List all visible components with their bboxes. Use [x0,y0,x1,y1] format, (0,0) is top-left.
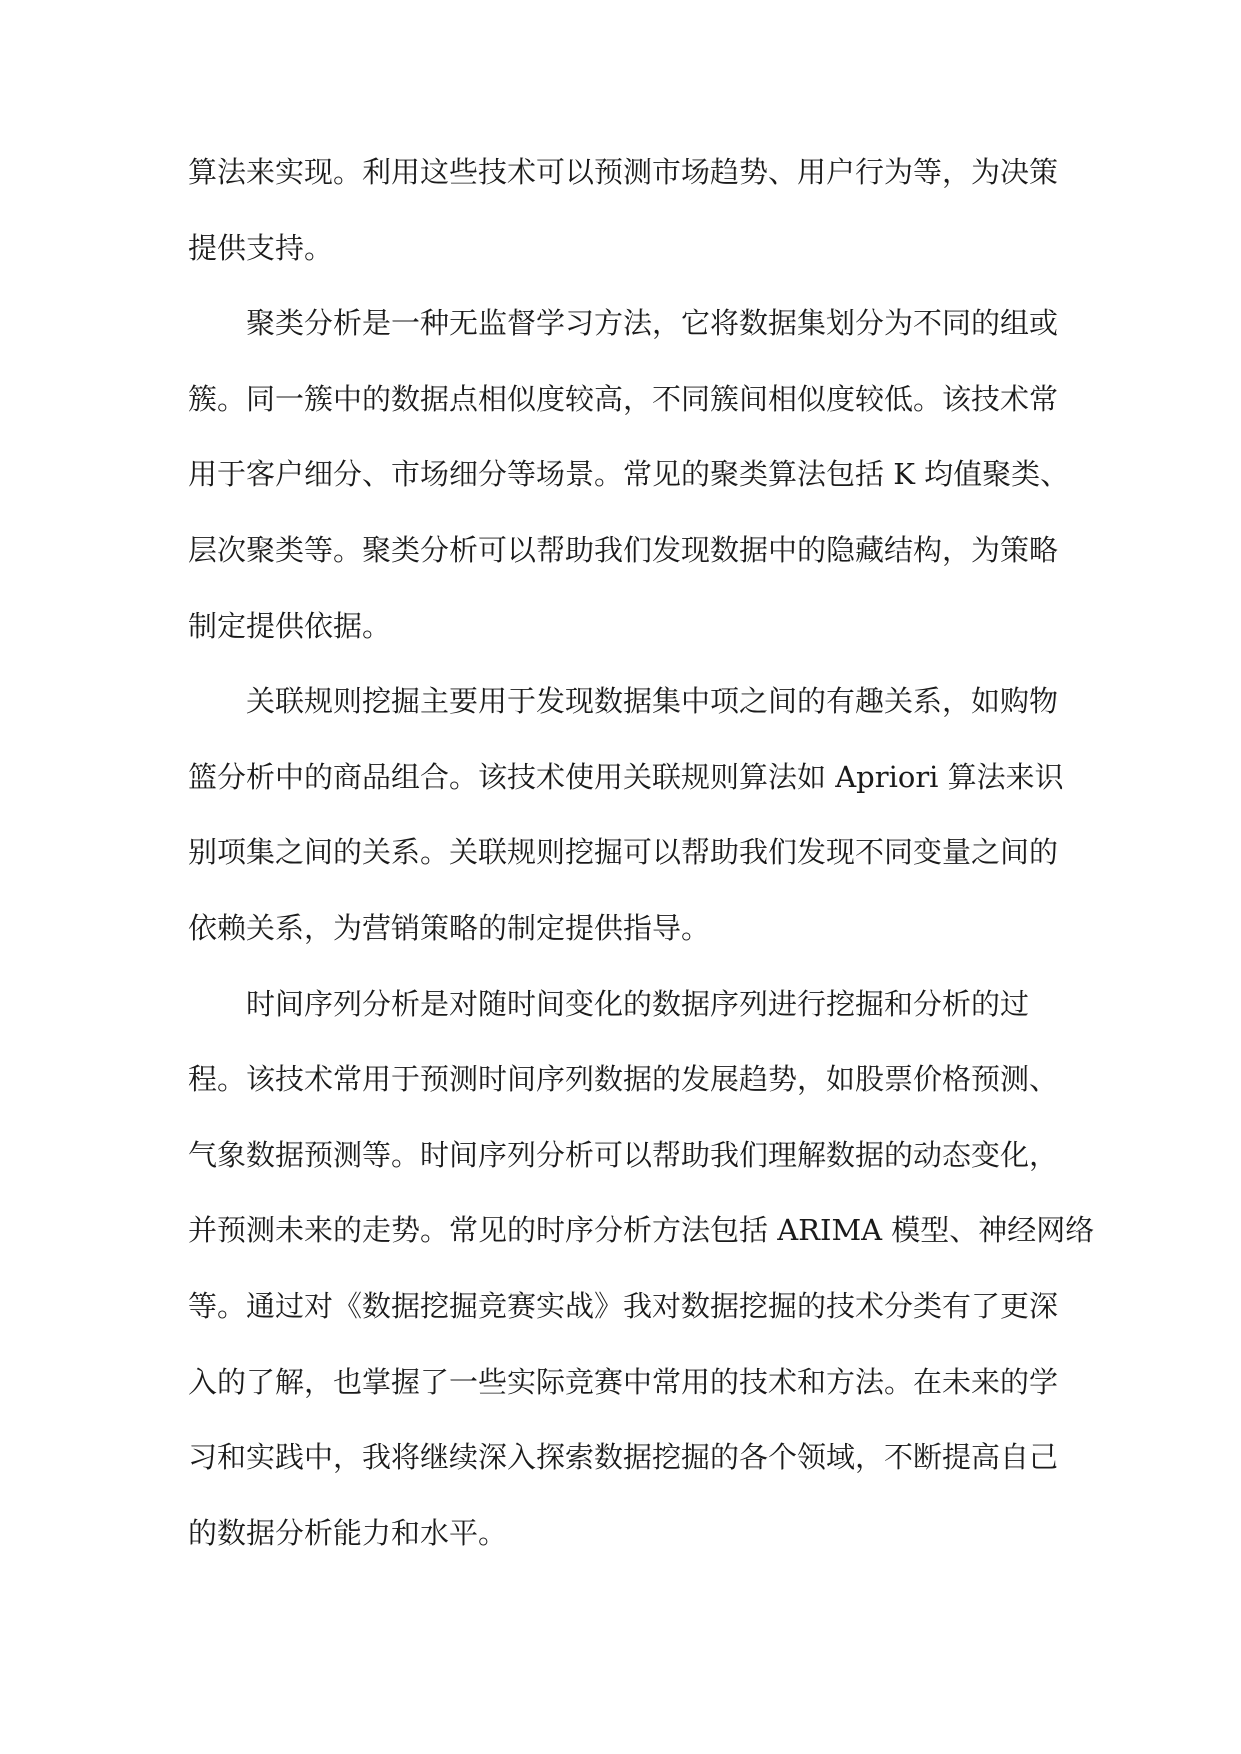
text-line: 别项集之间的关系。关联规则挖掘可以帮助我们发现不同变量之间的 [188,835,1059,870]
text-line: 簇。同一簇中的数据点相似度较高，不同簇间相似度较低。该技术常 [188,381,1059,416]
document-page [188,135,1095,1571]
text-line: 的数据分析能力和水平。 [188,1515,508,1550]
text-line: 并预测未来的走势。常见的时序分析方法包括 ARIMA 模型、神经网络 [188,1213,1095,1248]
text-line: 制定提供依据。 [188,608,392,643]
text-line: 习和实践中，我将继续深入探索数据挖掘的各个领域，不断提高自己 [188,1440,1059,1475]
paragraph-first-line: 聚类分析是一种无监督学习方法，它将数据集划分为不同的组或 [246,306,1059,341]
text-line: 入的了解，也掌握了一些实际竞赛中常用的技术和方法。在未来的学 [188,1364,1059,1399]
text-line: 算法来实现。利用这些技术可以预测市场趋势、用户行为等，为决策 [188,155,1059,189]
text-line: 篮分析中的商品组合。该技术使用关联规则算法如 Apriori 算法来识 [188,759,1064,794]
text-line: 提供支持。 [188,230,334,265]
paragraph-first-line: 关联规则挖掘主要用于发现数据集中项之间的有趣关系，如购物 [246,684,1059,719]
paragraph-first-line: 时间序列分析是对随时间变化的数据序列进行挖掘和分析的过 [246,986,1030,1021]
text-line: 用于客户细分、市场细分等场景。常见的聚类算法包括 K 均值聚类、 [188,457,1070,492]
text-line: 程。该技术常用于预测时间序列数据的发展趋势，如股票价格预测、 [188,1062,1059,1097]
text-line: 层次聚类等。聚类分析可以帮助我们发现数据中的隐藏结构，为策略 [188,532,1059,567]
text-line: 依赖关系，为营销策略的制定提供指导。 [188,910,711,945]
text-line: 等。通过对《数据挖掘竞赛实战》我对数据挖掘的技术分类有了更深 [188,1288,1059,1323]
text-line: 气象数据预测等。时间序列分析可以帮助我们理解数据的动态变化， [188,1137,1059,1172]
